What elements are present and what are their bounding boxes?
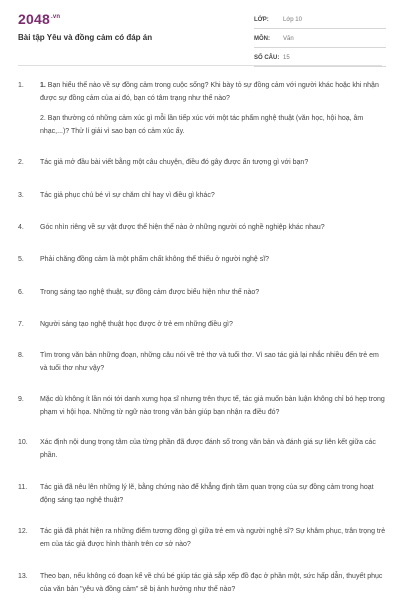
question-number: 2.	[18, 159, 24, 166]
question-5	[18, 253, 388, 266]
logo-suffix: .vn	[50, 14, 61, 21]
sub-question-lead: 1.	[40, 82, 46, 89]
question-10	[18, 436, 388, 462]
sub-question-1	[40, 79, 388, 105]
subject-value: Văn	[283, 36, 294, 42]
question-text: Phải chăng đồng cảm là một phẩm chất không thể thiếu ở người nghệ sĩ?	[40, 256, 270, 263]
sub-question-text: Bạn hiểu thế nào về sự đồng cảm trong cuộc sống? Khi bày tỏ sự đồng cảm với người khác hoặc khi nhận được sự đồng cảm của ai đó, bạn có tâm trạng như thế nào?	[40, 82, 379, 102]
question-text: Theo bạn, nếu không có đoạn kể về chú bé giúp tác giả sắp xếp đồ đạc ở phần một, sức hấp dẫn, thuyết phục của văn bản "yêu và đồng cảm" sẽ bị ảnh hưởng như thế nào?	[40, 573, 383, 593]
question-text: Tác giả phục chú bé vì sự chăm chỉ hay vì điều gì khác?	[40, 192, 215, 199]
question-count-value: 15	[283, 55, 290, 61]
class-value: Lớp 10	[283, 17, 302, 23]
question-number: 7.	[18, 321, 24, 328]
question-9	[18, 393, 388, 419]
question-7	[18, 318, 388, 331]
class-label: LỚP:	[254, 17, 269, 23]
meta-subject-row	[254, 31, 386, 48]
document-title: Bài tập Yêu và đồng cảm có đáp án	[18, 33, 153, 42]
question-2	[18, 156, 388, 169]
question-number: 1.	[18, 82, 24, 89]
question-number: 12.	[18, 528, 28, 535]
question-number: 11.	[18, 484, 28, 491]
question-6	[18, 286, 388, 299]
question-number: 5.	[18, 256, 24, 263]
logo-text: 2048	[18, 11, 50, 27]
question-text: Tác giả mở đầu bài viết bằng một câu chuyện, điều đó gây được ấn tượng gì với bạn?	[40, 159, 309, 166]
meta-info	[254, 12, 386, 69]
question-text: Người sáng tạo nghệ thuật học được ở trẻ em những điều gì?	[40, 321, 233, 328]
question-13	[18, 570, 388, 596]
question-3	[18, 189, 388, 202]
question-text: Trong sáng tạo nghệ thuật, sự đồng cảm được biểu hiện như thế nào?	[40, 289, 260, 296]
question-text: Tác giả đã nêu lên những lý lẽ, bằng chứng nào để khẳng định tầm quan trọng của sự đồng cảm trong hoạt động sáng tạo nghệ thuật?	[40, 484, 374, 504]
question-text: Tác giả đã phát hiện ra những điểm tương đồng gì giữa trẻ em và người nghệ sĩ? Sự khâm phục, trân trọng trẻ em của tác giả được hình thành trên cơ sở nào?	[40, 528, 386, 548]
question-text	[40, 79, 388, 138]
sub-question-2	[40, 112, 388, 138]
question-number: 6.	[18, 289, 24, 296]
question-8	[18, 349, 388, 375]
header-divider	[18, 65, 382, 66]
question-number: 3.	[18, 192, 24, 199]
meta-class-row	[254, 12, 386, 29]
question-1	[18, 79, 388, 138]
question-11	[18, 481, 388, 507]
question-number: 8.	[18, 352, 24, 359]
question-12	[18, 525, 388, 551]
sub-question-text: Bạn thường có những cảm xúc gì mỗi lần tiếp xúc với một tác phẩm nghệ thuật (văn học, hội hoạ, âm nhạc,...)? Thử lí giải vì sao bạn có cảm xúc ấy.	[40, 115, 364, 135]
question-number: 13.	[18, 573, 28, 580]
question-number: 4.	[18, 224, 24, 231]
question-text: Tìm trong văn bản những đoạn, những câu nói về trẻ thơ và tuổi thơ. Vì sao tác giả lại nhắc nhiều đến trẻ em và tuổi thơ như vậy?	[40, 352, 379, 372]
question-number: 9.	[18, 396, 24, 403]
question-4	[18, 221, 388, 234]
question-text: Xác định nội dung trọng tâm của từng phần đã được đánh số trong văn bản và đánh giá sự liên kết giữa các phần.	[40, 439, 376, 459]
subject-label: MÔN:	[254, 36, 270, 42]
question-text: Góc nhìn riêng về sự vật được thể hiện thế nào ở những người có nghề nghiệp khác nhau?	[40, 224, 325, 231]
page-header	[0, 0, 400, 66]
question-number: 10.	[18, 439, 28, 446]
site-logo[interactable]	[18, 11, 60, 27]
question-text: Mặc dù không ít lần nói tới danh xưng họa sĩ nhưng trên thực tế, tác giả muốn bàn luận không chỉ bó hẹp trong phạm vi hội họa. Những từ ngữ nào trong văn bản giúp bạn nhận ra điều đó?	[40, 396, 385, 416]
sub-question-lead: 2.	[40, 115, 46, 122]
question-count-label: SỐ CÂU:	[254, 55, 280, 61]
